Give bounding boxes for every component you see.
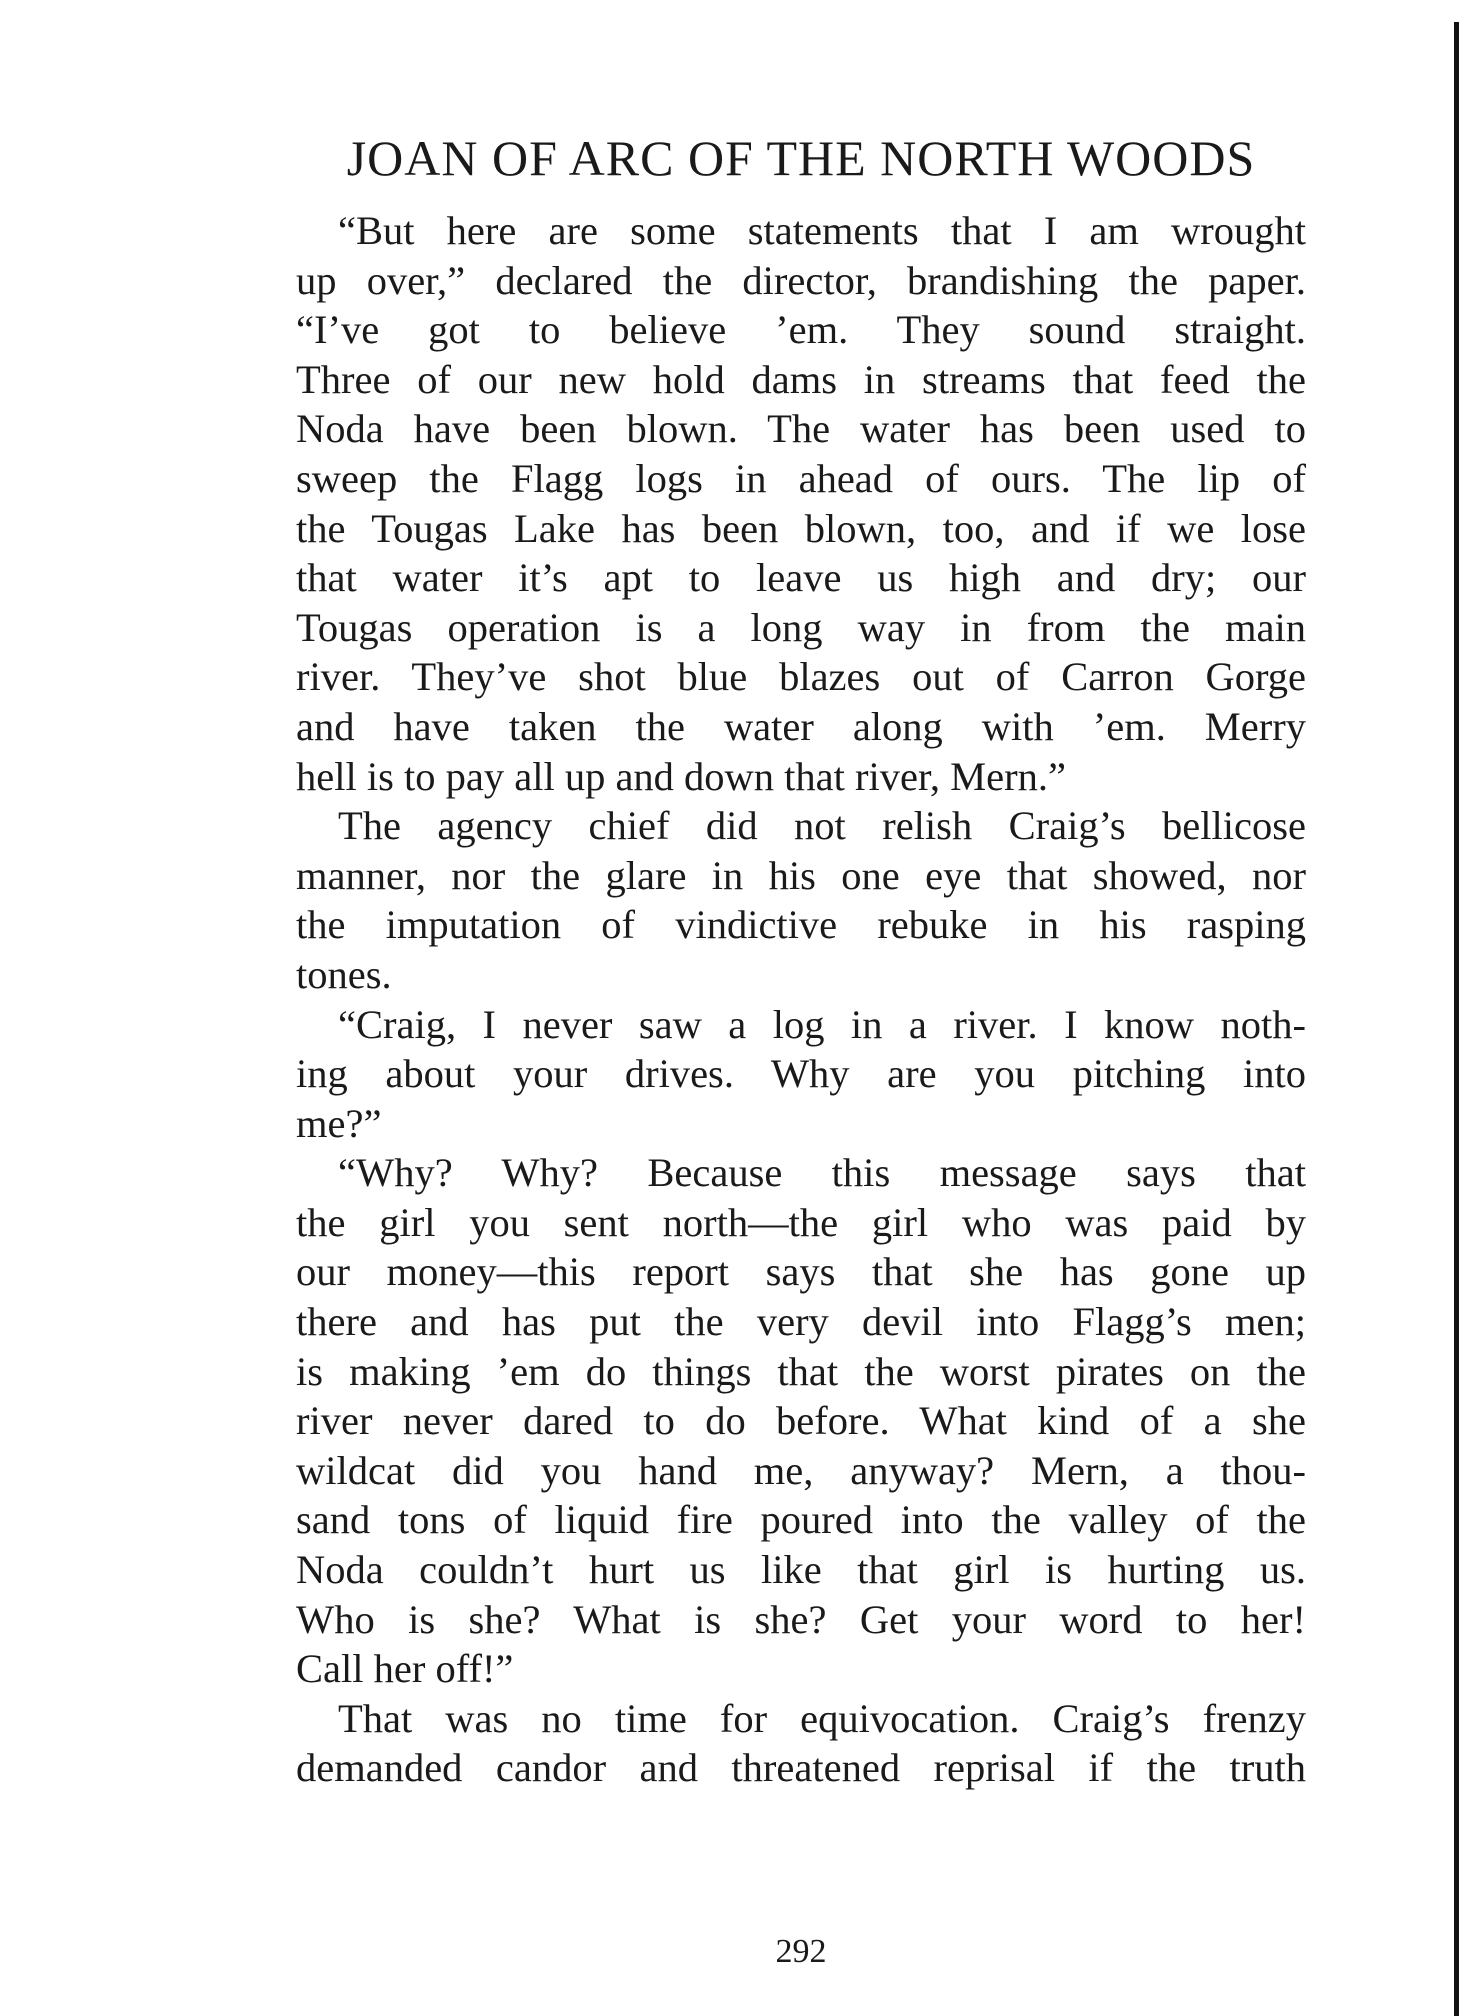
body-text: [296, 206, 1306, 1793]
text-line: wildcat did you hand me, anyway? Mern, a thou-: [296, 1447, 1306, 1493]
running-head: JOAN OF ARC OF THE NORTH WOODS: [346, 130, 1256, 186]
text-line: me?”: [296, 1100, 382, 1146]
text-line: ing about your drives. Why are you pitching into: [296, 1051, 1306, 1097]
text-line: Noda have been blown. The water has been used to: [296, 406, 1306, 452]
text-line: “Craig, I never saw a log in a river. I know noth-: [338, 1001, 1306, 1047]
text-line: that water it’s apt to leave us high and dry; our: [296, 555, 1306, 601]
text-line: river. They’ve shot blue blazes out of Carron Gorge: [296, 654, 1306, 700]
text-line: Tougas operation is a long way in from the main: [296, 604, 1306, 650]
text-line: Call her off!”: [296, 1646, 514, 1692]
text-line: Who is she? What is she? Get your word to her!: [296, 1596, 1306, 1642]
text-line: there and has put the very devil into Flagg’s men;: [296, 1299, 1306, 1345]
page-edge-line: [1454, 22, 1459, 2016]
text-line: manner, nor the glare in his one eye that showed, nor: [296, 852, 1306, 898]
text-line: That was no time for equivocation. Craig’s frenzy: [338, 1695, 1306, 1741]
text-line: the girl you sent north—the girl who was paid by: [296, 1199, 1306, 1245]
text-line: The agency chief did not relish Craig’s bellicose: [338, 803, 1306, 849]
text-line: “Why? Why? Because this message says that: [338, 1150, 1306, 1196]
text-line: up over,” declared the director, brandishing the paper.: [296, 257, 1306, 303]
text-line: Three of our new hold dams in streams that feed the: [296, 356, 1306, 402]
page-number: 292: [775, 1933, 827, 1970]
text-line: tones.: [296, 951, 392, 997]
text-line: demanded candor and threatened reprisal if the truth: [296, 1745, 1306, 1791]
text-line: Noda couldn’t hurt us like that girl is hurting us.: [296, 1547, 1306, 1593]
text-line: our money—this report says that she has gone up: [296, 1249, 1306, 1295]
text-line: river never dared to do before. What kind of a she: [296, 1398, 1306, 1444]
text-line: the Tougas Lake has been blown, too, and if we lose: [296, 505, 1306, 551]
text-line: is making ’em do things that the worst pirates on the: [296, 1348, 1306, 1394]
text-line: sand tons of liquid fire poured into the valley of the: [296, 1497, 1306, 1543]
text-line: “But here are some statements that I am wrought: [338, 208, 1306, 253]
text-line: hell is to pay all up and down that river, Mern.”: [296, 753, 1066, 799]
text-line: sweep the Flagg logs in ahead of ours. The lip of: [296, 455, 1306, 501]
text-line: and have taken the water along with ’em. Merry: [296, 703, 1306, 749]
text-line: “I’ve got to believe ’em. They sound straight.: [296, 307, 1306, 353]
text-line: the imputation of vindictive rebuke in his rasping: [296, 902, 1306, 948]
